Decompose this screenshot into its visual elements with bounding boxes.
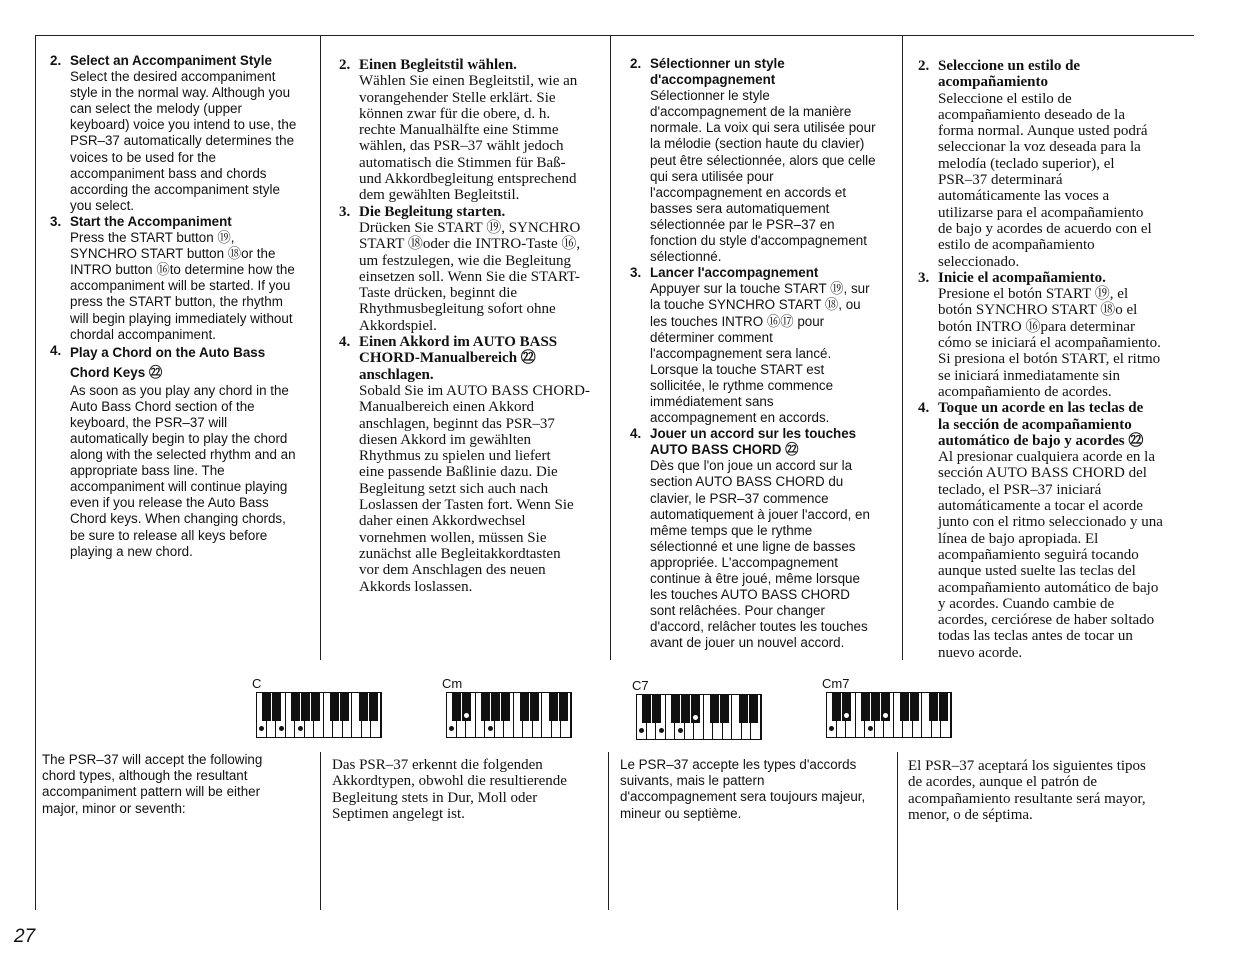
black-key: [301, 693, 310, 721]
step-body: Drücken Sie START ⑲, SYNCHRO START ⑱oder die INTRO-Taste ⑯, um festzulegen, wie die Begleitung einsetzen soll. Wenn Sie die START- Taste drücken, beginnt die Rhythmusbegleitung sofort ohne Akkordspiel.: [359, 219, 581, 334]
step-number: 3.: [630, 265, 642, 281]
black-key: [272, 693, 281, 721]
black-key: [910, 693, 919, 721]
top-rule: [36, 35, 1194, 36]
step-heading: Toque un acorde en las teclas de la sección de acompañamiento automático de bajo y acordes ㉒: [938, 400, 1144, 449]
column-divider: [902, 35, 903, 660]
step-2-fr: [630, 56, 902, 265]
page-number: 27: [14, 926, 36, 947]
chord-label: C: [252, 676, 262, 691]
step-number: 2.: [339, 57, 351, 73]
step-number: 3.: [50, 213, 62, 229]
note-french: [620, 757, 895, 822]
column-english: [50, 53, 318, 560]
column-spanish: [918, 58, 1190, 661]
keyboard-diagram: [256, 692, 382, 738]
pressed-note-dot: [883, 713, 888, 718]
pressed-note-dot: [659, 728, 664, 733]
column-divider: [608, 752, 609, 910]
black-key: [652, 695, 661, 723]
step-heading: Inicie el acompañamiento.: [938, 269, 1106, 286]
step-body: As soon as you play any chord in the Auto Bass Chord section of the keyboard, the PSR–37 will automatically begin to play the chord along with the selected rhythm and an appropriate bass line. The accompaniment will continue playing even if you release the Auto Bass Chord keys. When changing chords, be sure to release all keys before playing a new chord.: [70, 382, 296, 559]
step-number: 2.: [50, 53, 62, 68]
step-body: Presione el botón START ⑲, el botón SYNCHRO START ⑱o el botón INTRO ⑯para determinar cómo se iniciará el acompañamiento. Si presiona el botón START, el ritmo se iniciará inmediatamente sin acompañamiento de acordes.: [938, 286, 1161, 400]
note-text: El PSR–37 aceptará los siguientes tipos de acordes, aunque el patrón de acompañamiento resultante será mayor, menor, o de séptima.: [908, 758, 1146, 823]
black-key: [549, 693, 558, 721]
chord-diagram-cm: [442, 676, 572, 738]
step-number: 2.: [918, 58, 930, 74]
step-body: Seleccione el estilo de acompañamiento deseado de la forma normal. Aunque usted podrá seleccionar la voz deseada para la melodía (teclado superior), el PSR–37 determinará automáticamente las voces a utilizarse para el acompañamiento de bajo y acordes de acuerdo con el estilo de acompañamiento seleccionado.: [938, 90, 1152, 270]
black-key: [871, 693, 880, 721]
step-heading: Die Begleitung starten.: [359, 203, 506, 220]
note-german: [332, 757, 604, 822]
pressed-note-dot: [844, 713, 849, 718]
step-heading: Select an Accompaniment Style: [70, 53, 272, 68]
chord-label: Cm7: [822, 676, 850, 691]
black-key: [520, 693, 529, 721]
black-key: [739, 695, 748, 723]
step-heading: Jouer un accord sur les touches AUTO BASS CHORD ㉒: [650, 426, 857, 458]
black-key: [530, 693, 539, 721]
step-heading: Sélectionner un style d'accompagnement: [650, 56, 785, 88]
column-divider: [320, 752, 321, 910]
black-key: [291, 693, 300, 721]
black-key: [710, 695, 719, 723]
pressed-note-dot: [464, 713, 469, 718]
step-2-de: [339, 57, 609, 204]
black-key: [671, 695, 680, 723]
step-body: Appuyer sur la touche START ⑲, sur la touche SYNCHRO START ⑱, ou les touches INTRO ⑯⑰ pour déterminer comment l'accompagnement sera lancé. Lorsque la touche START est sollicitée, le rythme commence immédiatement sans accompagnement en accords.: [650, 281, 870, 426]
step-number: 3.: [918, 269, 930, 286]
note-spanish: [908, 758, 1188, 823]
note-text: Le PSR–37 accepte les types d'accords suivants, mais le pattern d'accompagnement sera toujours majeur, mineur ou septième.: [620, 757, 866, 821]
keyboard-diagram: [446, 692, 572, 738]
step-heading: Einen Begleitstil wählen.: [359, 57, 517, 73]
step-4-en: [50, 343, 318, 560]
black-key: [481, 693, 490, 721]
step-number: 2.: [630, 56, 642, 71]
step-body: Press the START button ⑲, SYNCHRO START button ⑱or the INTRO button ⑯to determine how the accompaniment will be started. If you press the START button, the rhythm will begin playing immediately without chordal accompaniment.: [70, 230, 295, 342]
black-key: [330, 693, 339, 721]
column-divider: [610, 35, 611, 660]
step-2-es: [918, 58, 1190, 270]
black-key: [642, 695, 651, 723]
step-body: Sélectionner le style d'accompagnement de la manière normale. La voix qui sera utilisée pour la mélodie (section haute du clavier) peut être sélectionnée, alors que celle qui sera utilisée pour l'accompagnement en accords et basses sera automatiquement sélectionnée par le PSR–37 en fonction du style d'accompagnement sélectionné.: [650, 88, 876, 265]
note-english: [42, 752, 314, 817]
step-number: 4.: [50, 342, 62, 358]
step-4-de: [339, 334, 609, 595]
black-key: [900, 693, 909, 721]
step-4-fr: [630, 426, 902, 651]
step-4-es: [918, 400, 1190, 661]
black-key: [832, 693, 841, 721]
chord-label: C7: [632, 678, 649, 693]
step-number: 3.: [339, 203, 351, 220]
black-key: [501, 693, 510, 721]
black-key: [681, 695, 690, 723]
black-key: [720, 695, 729, 723]
black-key: [359, 693, 368, 721]
step-heading: Start the Accompaniment: [70, 213, 232, 229]
step-heading: Einen Akkord im AUTO BASS CHORD-Manualbereich ㉒ anschlagen.: [359, 334, 558, 383]
black-key: [340, 693, 349, 721]
step-heading: Seleccione un estilo de acompañamiento: [938, 58, 1081, 91]
chord-label: Cm: [442, 676, 463, 691]
black-key: [939, 693, 948, 721]
column-french: [630, 56, 902, 651]
step-body: Sobald Sie im AUTO BASS CHORD- Manualbereich einen Akkord anschlagen, beginnt das PSR–37 diesen Akkord im gewählten Rhythmus zu spielen und liefert eine passende Baßlinie dazu. Die Begleitung setzt sich auch nach Loslassen der Tasten fort. Wenn Sie daher einen Akkordwechsel vornehmen wollen, müssen Sie zunächst alle Begleitakkordtasten vor dem Anschlagen des neuen Akkords loslassen.: [359, 382, 591, 595]
black-key: [452, 693, 461, 721]
pressed-note-dot: [693, 715, 698, 720]
step-2-en: [50, 53, 318, 214]
column-divider: [35, 35, 36, 910]
note-text: Das PSR–37 erkennt die folgenden Akkordtypen, obwohl die resultierende Begleitung stets in Dur, Moll oder Septimen angelegt ist.: [332, 757, 567, 822]
step-number: 4.: [339, 334, 351, 351]
step-body: Wählen Sie einen Begleitstil, wie an vorangehender Stelle erklärt. Sie können zwar für die obere, d. h. rechte Manualhälfte eine Stimme wählen, das PSR–37 wählt jedoch automatisch die Stimmen für Baß- und Akkordbegleitung entsprechend dem gewählten Begleitstil.: [359, 73, 578, 204]
chord-diagram-c7: [632, 678, 762, 740]
step-heading: Play a Chord on the Auto Bass Chord Keys ㉒: [70, 344, 266, 380]
black-key: [491, 693, 500, 721]
chord-diagram-cm7: [822, 676, 952, 738]
step-heading: Lancer l'accompagnement: [650, 265, 819, 281]
note-text: The PSR–37 will accept the following chord types, although the resultant accompaniment pattern will be either major, minor or seventh:: [42, 752, 263, 816]
chord-diagram-c: [252, 676, 382, 738]
step-3-fr: [630, 265, 902, 426]
keyboard-diagram: [636, 694, 762, 740]
pressed-note-dot: [279, 726, 284, 731]
black-key: [861, 693, 870, 721]
keyboard-diagram: [826, 692, 952, 738]
step-body: Select the desired accompaniment style in the normal way. Although you can select the melody (upper keyboard) voice you intend to use, the PSR–37 automatically determines the voices to be used for the accompaniment bass and chords according the accompaniment style you select.: [70, 69, 297, 213]
black-key: [559, 693, 568, 721]
black-key: [262, 693, 271, 721]
column-german: [339, 57, 609, 595]
step-body: Al presionar cualquiera acorde en la sección AUTO BASS CHORD del teclado, el PSR–37 iniciará automáticamente a tocar el acorde junto con el ritmo seleccionado y una línea de bajo apropiada. El acompañamiento seguirá tocando aunque usted suelte las teclas del acompañamiento automático de bajo y acordes. Cuando cambie de acordes, cerciórese de haber soltado todas las teclas antes de tocar un nuevo acorde.: [938, 449, 1163, 661]
step-number: 4.: [918, 400, 930, 417]
step-3-es: [918, 270, 1190, 400]
step-body: Dès que l'on joue un accord sur la section AUTO BASS CHORD du clavier, le PSR–37 commence automatiquement à jouer l'accord, en même temps que le rythme sélectionné et une ligne de basses appropriée. L'accompagnement continue à être joué, même lorsque les touches AUTO BASS CHORD sont relâchées. Pour changer d'accord, relâcher toutes les touches avant de jouer un nouvel accord.: [650, 458, 870, 651]
black-key: [929, 693, 938, 721]
step-3-en: [50, 214, 318, 343]
black-key: [311, 693, 320, 721]
step-number: 4.: [630, 426, 642, 442]
black-key: [749, 695, 758, 723]
black-key: [369, 693, 378, 721]
step-3-de: [339, 204, 609, 334]
column-divider: [320, 35, 321, 660]
column-divider: [897, 752, 898, 910]
